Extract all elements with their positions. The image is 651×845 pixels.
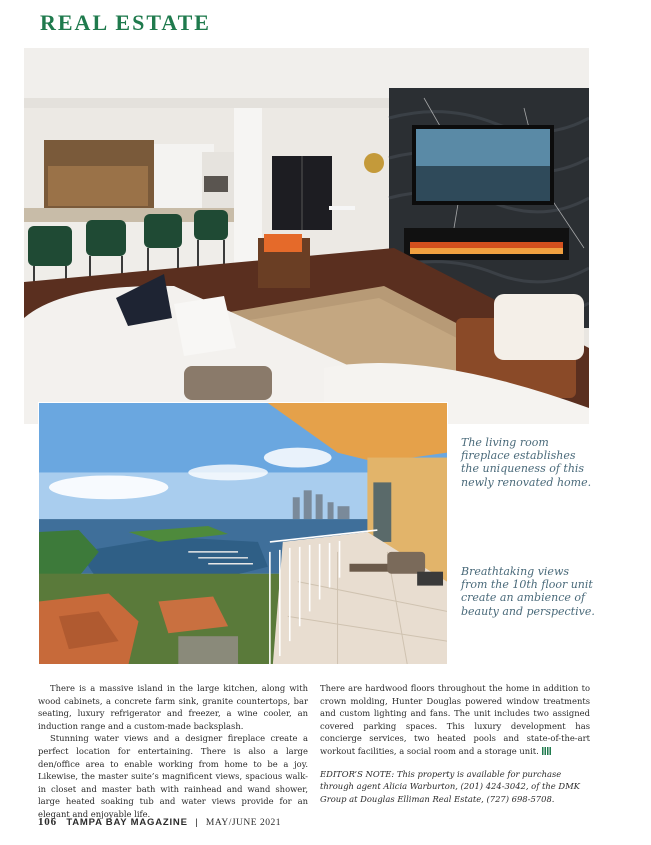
balcony-water-view-photo <box>38 402 448 665</box>
living-room-caption: The living room fireplace establishes the uniqueness of this newly renovated home. <box>461 436 592 489</box>
living-room-photo <box>24 48 589 424</box>
article-paragraph-text: There are hardwood floors throughout the home in addition to crown molding, Hunter Douglas powered window treatments and custom lighting and fans. The unit includes two assigned covered parking spaces. This luxury development has concierge services, two heated pools and state-of-the-art workout facilities, a social room and a storage unit. <box>320 683 590 756</box>
editors-note: EDITOR’S NOTE: This property is available for purchase through agent Alicia Warburton, (201) 424-3042, of the DMK Group at Douglas Elliman Real Estate, (727) 698-5708. <box>320 768 580 804</box>
article-column-left <box>38 682 308 821</box>
section-title: REAL ESTATE <box>40 10 211 35</box>
page-number: 106 <box>38 816 57 828</box>
article-paragraph: There is a massive island in the large kitchen, along with wood cabinets, a concrete farm sink, granite countertops, bar seating, luxury refrigerator and freezer, a wine cooler, an induction range and a custom-made backsplash. <box>38 683 308 731</box>
issue-date: MAY/JUNE 2021 <box>205 818 281 828</box>
article-column-right <box>320 682 590 805</box>
article-paragraph <box>320 682 590 758</box>
magazine-name: TAMPA BAY MAGAZINE <box>66 817 188 828</box>
article-paragraph: Stunning water views and a designer fireplace create a perfect location for entertaining. There is also a large den/office area to enable working from home to be a joy. Likewise, the master suite’s magnificent views, spacious walk-in closet and master bath with rainhead and wand shower, large heated soaking tub and water views provide for an elegant and enjoyable life. <box>38 733 308 819</box>
page-footer <box>38 816 281 828</box>
balcony-caption: Breathtaking views from the 10th floor unit create an ambience of beauty and perspective. <box>461 565 595 618</box>
footer-separator: | <box>195 817 199 828</box>
end-mark-icon <box>542 747 551 755</box>
